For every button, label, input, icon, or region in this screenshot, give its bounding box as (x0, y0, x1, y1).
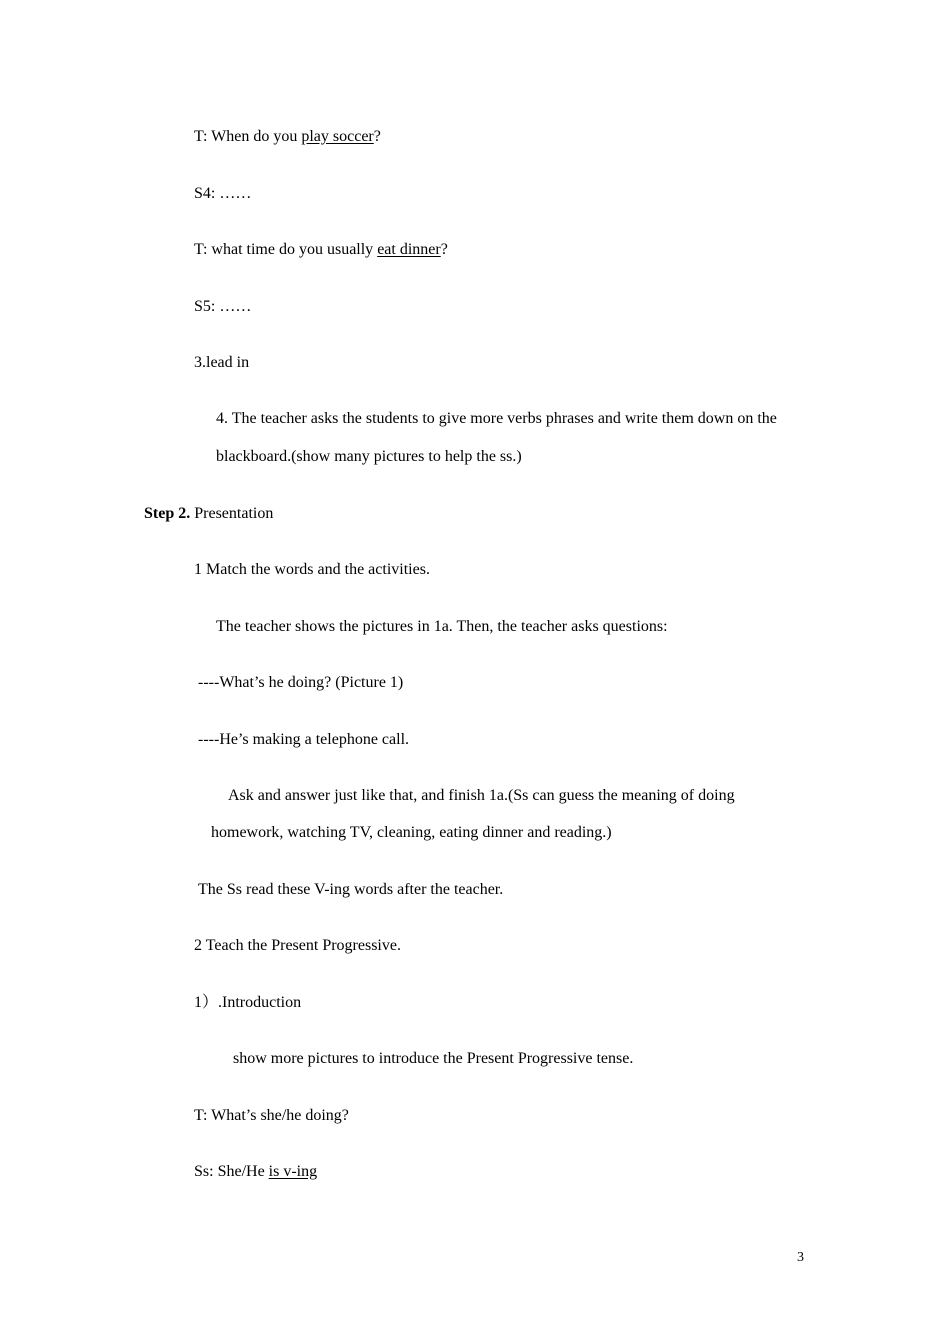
ask-answer-line-1: Ask and answer just like that, and finish 1a.(Ss can guess the meaning of doing (228, 787, 735, 804)
dialogue-line-s4: S4: …… (194, 185, 252, 202)
dialogue-line-t-what-time (194, 240, 448, 260)
step-2-heading (144, 504, 273, 524)
step-label: Step 2. (144, 505, 191, 522)
teacher-asks-line-1: 4. The teacher asks the students to give more verbs phrases and write them down on the (216, 410, 777, 427)
lead-in-heading: 3.lead in (194, 354, 250, 371)
question-line: ----What’s he doing? (Picture 1) (198, 674, 404, 691)
answer-line: ----He’s making a telephone call. (198, 731, 410, 748)
ss-read-line: The Ss read these V-ing words after the teacher. (198, 881, 504, 898)
teacher-shows-line: The teacher shows the pictures in 1a. Then, the teacher asks questions: (216, 618, 668, 635)
show-more-line: show more pictures to introduce the Present Progressive tense. (233, 1050, 634, 1067)
punctuation: ? (440, 241, 448, 258)
punctuation: ? (373, 128, 381, 145)
dialogue-line-t-whats: T: What’s she/he doing? (194, 1107, 349, 1124)
dialogue-text: Ss: She/He (194, 1163, 269, 1180)
ask-answer-line-2: homework, watching TV, cleaning, eating dinner and reading.) (211, 824, 612, 841)
step-title: Presentation (190, 505, 274, 522)
page-number: 3 (797, 1250, 804, 1265)
match-instruction: 1 Match the words and the activities. (194, 561, 430, 578)
underlined-phrase: eat dinner (377, 241, 441, 258)
dialogue-text: T: what time do you usually (194, 241, 378, 258)
underlined-phrase: play soccer (301, 128, 374, 145)
dialogue-line-t-when (194, 127, 381, 147)
teach-present-heading: 2 Teach the Present Progressive. (194, 937, 401, 954)
teacher-asks-line-2: blackboard.(show many pictures to help the ss.) (216, 448, 522, 465)
dialogue-line-ss (194, 1162, 317, 1182)
underlined-phrase: is v-ing (268, 1163, 318, 1180)
dialogue-text: T: When do you (194, 128, 302, 145)
dialogue-line-s5: S5: …… (194, 298, 252, 315)
introduction-heading: 1）.Introduction (194, 994, 302, 1011)
